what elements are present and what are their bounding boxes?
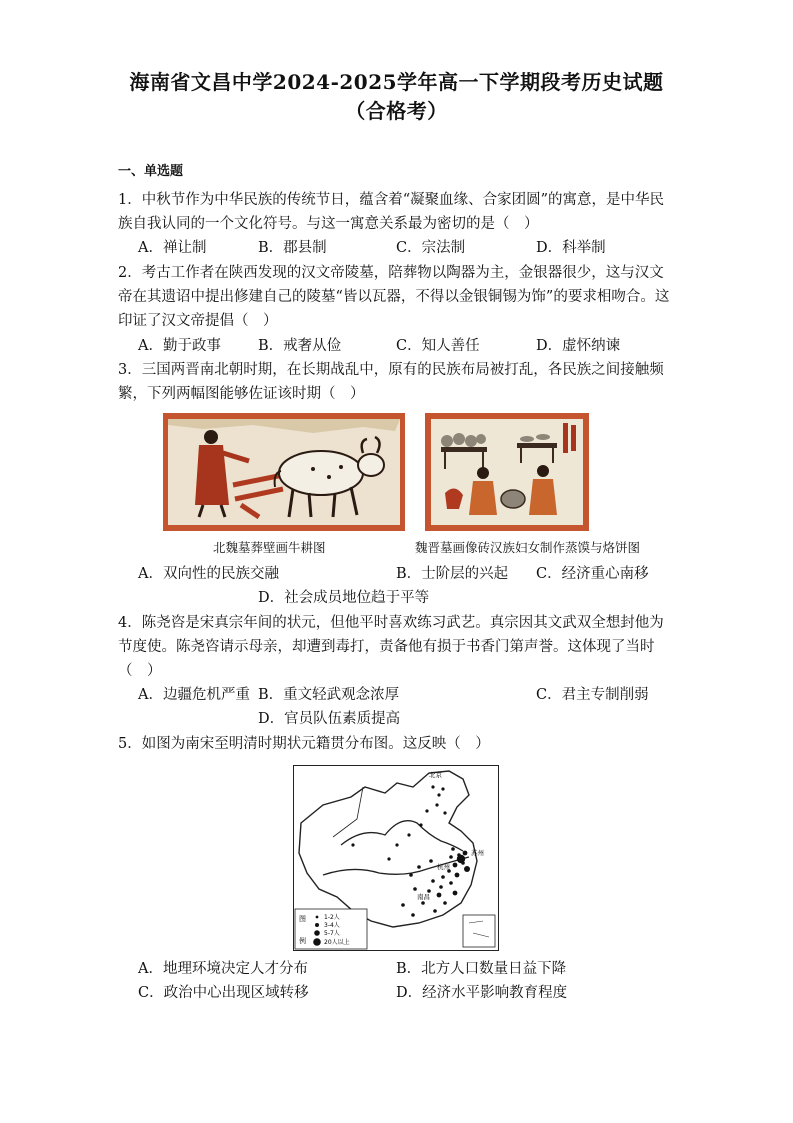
q2-option-c[interactable]: C．知人善任	[396, 338, 480, 354]
figure-caption-food-preparation: 魏晋墓画像砖汉族妇女制作蒸馍与烙饼图	[415, 540, 641, 555]
q4-option-b[interactable]: B．重文轻武观念浓厚	[258, 687, 400, 703]
brick-painting-food-preparation-image	[425, 413, 589, 531]
q5-option-a[interactable]: A．地理环境决定人才分布	[138, 961, 308, 977]
q1-option-b[interactable]: B．郡县制	[258, 240, 327, 256]
q4-option-c[interactable]: C．君主专制削弱	[536, 687, 649, 703]
page-title: 海南省文昌中学2024-2025学年高一下学期段考历史试题	[129, 70, 664, 94]
q2-option-b[interactable]: B．戒奢从俭	[258, 338, 342, 354]
figure-caption-ox-plowing: 北魏墓葬壁画牛耕图	[213, 540, 326, 555]
legend-title-2: 例	[299, 937, 306, 945]
q4-option-d[interactable]: D．官员队伍素质提高	[258, 711, 401, 727]
zhuangyuan-distribution-map	[293, 765, 499, 951]
section-heading: 一、单选题	[118, 164, 184, 179]
q1-option-c[interactable]: C．宗法制	[396, 240, 466, 256]
map-label-beijing: 北京	[429, 771, 442, 779]
legend-title-1: 图	[299, 915, 306, 923]
question-4-stem: 4．陈尧咨是宋真宗年间的状元，但他平时喜欢练习武艺。真宗因其文武双全想封他为节度使。陈尧咨请示母亲，却遭到毒打，责备他有损于书香门第声誉。这体现了当时（ ）	[118, 615, 664, 679]
q2-option-d[interactable]: D．虚怀纳谏	[536, 338, 621, 354]
q2-option-a[interactable]: A．勤于政事	[138, 338, 221, 354]
q5-option-b[interactable]: B．北方人口数量日益下降	[396, 961, 567, 977]
map-label-hangzhou: 杭州	[437, 863, 450, 871]
question-3-stem: 3．三国两晋南北朝时期，在长期战乱中，原有的民族布局被打乱，各民族之间接触频繁，下列两幅图能够佐证该时期（ ）	[118, 362, 664, 402]
q1-option-a[interactable]: A．禅让制	[138, 240, 207, 256]
legend-item-3: 5-7人	[324, 930, 340, 937]
q3-option-c[interactable]: C．经济重心南移	[536, 566, 649, 582]
map-label-suzhou: 苏州	[471, 849, 484, 857]
legend-item-1: 1-2人	[324, 914, 340, 921]
q5-option-d[interactable]: D．经济水平影响教育程度	[396, 985, 568, 1001]
q5-option-c[interactable]: C．政治中心出现区域转移	[138, 985, 309, 1001]
legend-item-4: 20人以上	[324, 939, 350, 946]
map-label-nanchang: 南昌	[417, 893, 430, 901]
q3-option-b[interactable]: B．士阶层的兴起	[396, 566, 509, 582]
question-2-stem: 2．考古工作者在陕西发现的汉文帝陵墓，陪葬物以陶器为主，金银器很少，这与汉文帝在其遗诏中提出修建自己的陵墓“皆以瓦器，不得以金银铜锡为饰”的要求相吻合。这印证了汉文帝提倡（ ）	[118, 265, 670, 329]
q1-option-d[interactable]: D．科举制	[536, 240, 606, 256]
q3-option-d[interactable]: D．社会成员地位趋于平等	[258, 590, 430, 606]
page-subtitle: （合格考）	[345, 99, 448, 123]
question-5-stem: 5．如图为南宋至明清时期状元籍贯分布图。这反映（ ）	[118, 736, 490, 752]
question-1-stem: 1．中秋节作为中华民族的传统节日，蕴含着“凝聚血缘、合家团圆”的寓意，是中华民族自我认同的一个文化符号。与这一寓意关系最为密切的是（ ）	[118, 192, 665, 232]
ox-plowing-mural-image	[163, 413, 405, 531]
q4-option-a[interactable]: A．边疆危机严重	[138, 687, 250, 703]
legend-item-2: 3-4人	[324, 922, 340, 929]
q3-option-a[interactable]: A．双向性的民族交融	[138, 566, 279, 582]
